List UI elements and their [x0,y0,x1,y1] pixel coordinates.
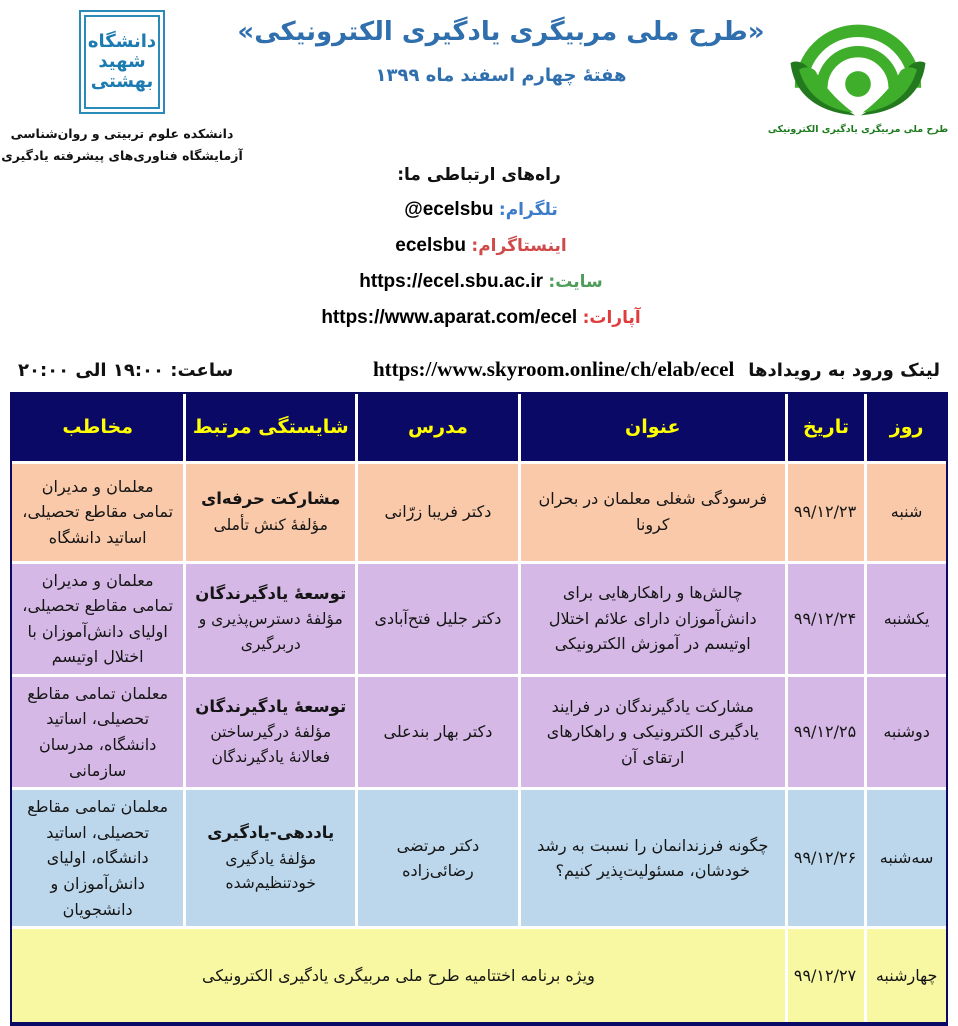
competency-cell: توسعهٔ یادگیرندگان مؤلفهٔ دسترس‌پذیری و دربرگیری [185,562,357,675]
session-time: ساعت: ۱۹:۰۰ الی ۲۰:۰۰ [18,360,234,381]
title-cell: چگونه فرزندانمان را نسبت به رشد خودشان، مسئولیت‌پذیر کنیم؟ [519,789,786,928]
contact-instagram [0,235,958,257]
title-cell: چالش‌ها و راهکارهایی برای دانش‌آموزان دارای علائم اختلال اوتیسم در آموزش الکترونیکی [519,562,786,675]
page-subtitle: هفتهٔ چهارم اسفند ماه ۱۳۹۹ [375,64,627,86]
day-cell: سه‌شنبه [866,789,946,928]
col-competency: شایستگی مرتبط [185,394,357,462]
university-logo-calligraphy: دانشگاه شهید بهشتی [87,31,157,92]
table-header-row [12,394,946,462]
telegram-label: تلگرام: [498,200,558,220]
date-cell: ۹۹/۱۲/۲۴ [786,562,865,675]
col-date: تاریخ [786,394,865,462]
day-cell: شنبه [866,462,946,562]
date-cell: ۹۹/۱۲/۲۳ [786,462,865,562]
aparat-label: آپارات: [582,308,641,328]
table-row-wednesday [12,928,946,1022]
day-cell: دوشنبه [866,675,946,788]
day-cell: یکشنبه [866,562,946,675]
contact-heading: راه‌های ارتباطی ما: [397,165,561,185]
skyroom-url[interactable]: https://www.skyroom.online/ch/elab/ecel [373,357,735,381]
competency-cell: یاددهی-یادگیری مؤلفهٔ یادگیری خودتنظیم‌شده [185,789,357,928]
event-link-bar [0,357,958,382]
contact-website [0,271,958,293]
date-cell: ۹۹/۱۲/۲۵ [786,675,865,788]
audience-cell: معلمان و مدیران تمامی مقاطع تحصیلی، اساتید دانشگاه [12,462,185,562]
closing-ceremony-cell: ویژه برنامه اختتامیه طرح ملی مربیگری یادگیری الکترونیکی [12,928,786,1022]
event-link-group [373,357,940,382]
schedule-table [12,394,946,1022]
col-audience: مخاطب [12,394,185,462]
title-cell: فرسودگی شغلی معلمان در بحران کرونا [519,462,786,562]
col-instructor: مدرس [357,394,520,462]
instagram-label: اینستاگرام: [471,236,567,256]
audience-cell: معلمان تمامی مقاطع تحصیلی، اساتید دانشگاه، مدرسان سازمانی [12,675,185,788]
date-cell: ۹۹/۱۲/۲۷ [786,928,865,1022]
program-logo-block [767,8,949,135]
laboratory-name: آزمایشگاه فناوری‌های پیشرفته یادگیری [1,148,243,163]
contact-telegram [0,199,958,221]
person-dot-icon [845,71,871,97]
aparat-url[interactable]: https://www.aparat.com/ecel [321,307,578,328]
audience-cell: معلمان و مدیران تمامی مقاطع تحصیلی، اولیای دانش‌آموزان با اختلال اوتیسم [12,562,185,675]
event-link-label: لینک ورود به رویدادها [748,360,940,381]
elearning-program-logo [783,8,933,122]
instructor-cell: دکتر مرتضی رضائی‌زاده [357,789,520,928]
audience-cell: معلمان تمامی مقاطع تحصیلی، اساتید دانشگاه، اولیای دانش‌آموزان و دانشجویان [12,789,185,928]
competency-cell: مشارکت حرفه‌ای مؤلفهٔ کنش تأملی [185,462,357,562]
col-title: عنوان [519,394,786,462]
university-logo [79,10,165,114]
competency-cell: توسعهٔ یادگیرندگان مؤلفهٔ درگیرساختن فعالانهٔ یادگیرندگان [185,675,357,788]
table-row-tuesday [12,789,946,928]
instructor-cell: دکتر جلیل فتح‌آبادی [357,562,520,675]
table-row-monday [12,675,946,788]
title-block [228,8,774,86]
date-cell: ۹۹/۱۲/۲۶ [786,789,865,928]
header [0,0,958,163]
program-logo-caption: طرح ملی مربیگری یادگیری الکترونیکی [767,124,949,135]
table-row-saturday [12,462,946,562]
table-row-sunday [12,562,946,675]
schedule-table-wrap [10,392,948,1026]
title-cell: مشارکت یادگیرندگان در فرایند یادگیری الکترونیکی و راهکارهای ارتقای آن [519,675,786,788]
instagram-handle[interactable]: ecelsbu [395,235,467,256]
contact-section [0,165,958,329]
page-title: «طرح ملی مربیگری یادگیری الکترونیکی» [237,17,765,47]
instructor-cell: دکتر بهار بندعلی [357,675,520,788]
university-branding [1,8,243,163]
col-day: روز [866,394,946,462]
website-url[interactable]: https://ecel.sbu.ac.ir [359,271,544,292]
day-cell: چهارشنبه [866,928,946,1022]
contact-aparat [0,307,958,329]
telegram-handle[interactable]: @ecelsbu [404,199,494,220]
website-label: سایت: [548,272,603,292]
instructor-cell: دکتر فریبا زرّانی [357,462,520,562]
faculty-name: دانشکده علوم تربیتی و روان‌شناسی [10,126,234,141]
